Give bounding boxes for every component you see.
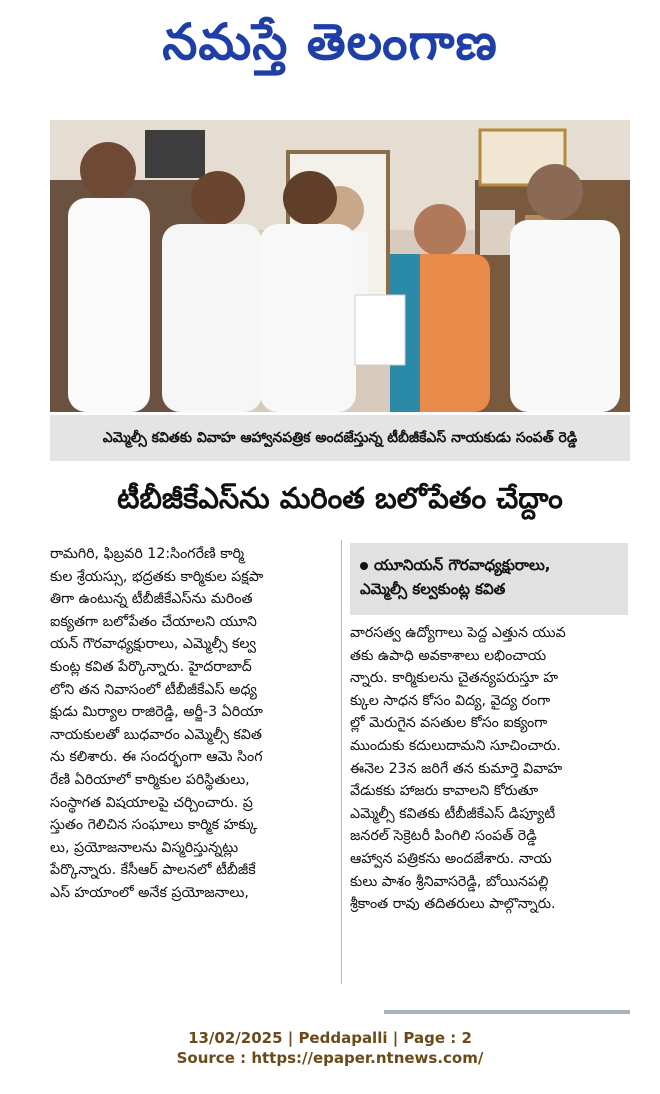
article-text-line: తకు ఉపాధి అవకాశాలు లభించాయ xyxy=(350,647,547,664)
article-text-line: ముందుకు కదులుదామని సూచించారు. xyxy=(350,737,561,754)
article-text-line: తిగా ఉంటున్న టీబీజీకేఎస్‌ను మరింత xyxy=(50,591,253,608)
article-text-line: జనరల్ సెక్రెటరీ పింగిలి సంపత్ రెడ్డి xyxy=(350,828,537,845)
news-photo xyxy=(50,120,630,412)
article-text-line: నాయకులతో బుధవారం ఎమ్మెల్సీ కవిత xyxy=(50,726,262,743)
article-text-line: స్తుతం గెలిచిన సంఘాలు కార్మిక హక్కు xyxy=(50,817,258,834)
newspaper-masthead: నమస్తే తెలంగాణ xyxy=(162,13,498,71)
article-text-line: వేడుకకు హాజరు కావాలని కోరుతూ xyxy=(350,783,539,800)
article-text-line: పేర్కొన్నారు. కేసీఆర్ పాలనలో టీబీజీకే xyxy=(50,862,256,879)
highlight-text: ఎమ్మెల్సీ కల్వకుంట్ల కవిత xyxy=(360,580,506,598)
article-text-line: ఎస్ హయాంలో అనేక ప్రయోజనాలు, xyxy=(50,884,249,901)
article-text-line: ను కలిశారు. ఈ సందర్భంగా ఆమె సింగ xyxy=(50,749,263,766)
footer-source: Source : https://epaper.ntnews.com/ xyxy=(176,1049,484,1067)
article-text-line: లోని తన నివాసంలో టీబీజీకేఎస్ అధ్య xyxy=(50,681,257,698)
column-divider xyxy=(341,540,342,984)
article-text-line: కులు పాశం శ్రీనివాసరెడ్డి, బోయినపల్లి xyxy=(350,873,549,890)
page-footer xyxy=(0,1028,660,1068)
article-text-line: శ్రీకాంత రావు తదితరులు పాల్గొన్నారు. xyxy=(350,896,556,913)
article-text-line: ఐక్యతగా బలోపేతం చేయాలని యూని xyxy=(50,613,257,630)
highlight-line xyxy=(350,553,628,577)
photo-caption: ఎమ్మెల్సీ కవితకు వివాహ ఆహ్వానపత్రిక అందజేస్తున్న టీబీజీకేఎస్ నాయకుడు సంపత్ రెడ్డి xyxy=(50,415,630,461)
bullet-icon xyxy=(360,562,368,570)
article-text-line: వారసత్వ ఉద్యోగాలు పెద్ద ఎత్తున యువ xyxy=(350,625,566,641)
article-text-line: రామగిరి, ఫిబ్రవరి 12:సింగరేణి కార్మి xyxy=(50,546,245,562)
article-text-line: కుంట్ల కవిత పేర్కొన్నారు. హైదరాబాద్ xyxy=(50,658,252,675)
article-text-line: రేణి ఏరియాలో కార్మికుల పరిస్థితులు, xyxy=(50,771,250,788)
footer-date-edition: 13/02/2025 | Peddapalli | Page : 2 xyxy=(188,1029,472,1047)
article-text-line: ఈనెల 23న జరిగే తన కుమార్తె వివాహ xyxy=(350,760,563,777)
highlight-text: యూనియన్ గౌరవాధ్యక్షురాలు, xyxy=(374,556,551,574)
article-text-line: యన్ గౌరవాధ్యక్షురాలు, ఎమ్మెల్సీ కల్వ xyxy=(50,636,256,653)
article-right-column xyxy=(350,622,630,916)
article-left-column xyxy=(50,543,334,905)
highlight-box xyxy=(350,543,628,615)
article-text-line: ఎమ్మెల్సీ కవితకు టీబీజీకేఎస్ డిప్యూటీ xyxy=(350,805,556,822)
article-headline: టీబీజీకేఎస్‌ను మరింత బలోపేతం చేద్దాం xyxy=(117,481,563,515)
article-text-line: లు, ప్రయోజనాలను విస్మరిస్తున్నట్లు xyxy=(50,839,239,856)
article-text-line: ఆహ్వాన పత్రికను అందజేశారు. నాయ xyxy=(350,850,552,867)
article-text-line: క్షుడు మిర్యాల రాజిరెడ్డి, అర్జీ-3 ఏరియా xyxy=(50,704,263,721)
page-edge-strip xyxy=(384,1010,630,1014)
article-text-line: సంస్థాగత విషయాలపై చర్చించారు. ప్ర xyxy=(50,794,253,811)
article-text-line: కుల శ్రేయస్సు, భద్రతకు కార్మికుల పక్షపా xyxy=(50,568,264,585)
highlight-line xyxy=(350,577,628,601)
article-text-line: ల్లో మెరుగైన వసతుల కోసం ఐక్యంగా xyxy=(350,715,548,732)
article-text-line: న్నారు. కార్మికులను చైతన్యపరుస్తూ హ xyxy=(350,670,559,687)
article-text-line: క్కుల సాధన కోసం విద్య, వైద్య రంగా xyxy=(350,692,551,709)
